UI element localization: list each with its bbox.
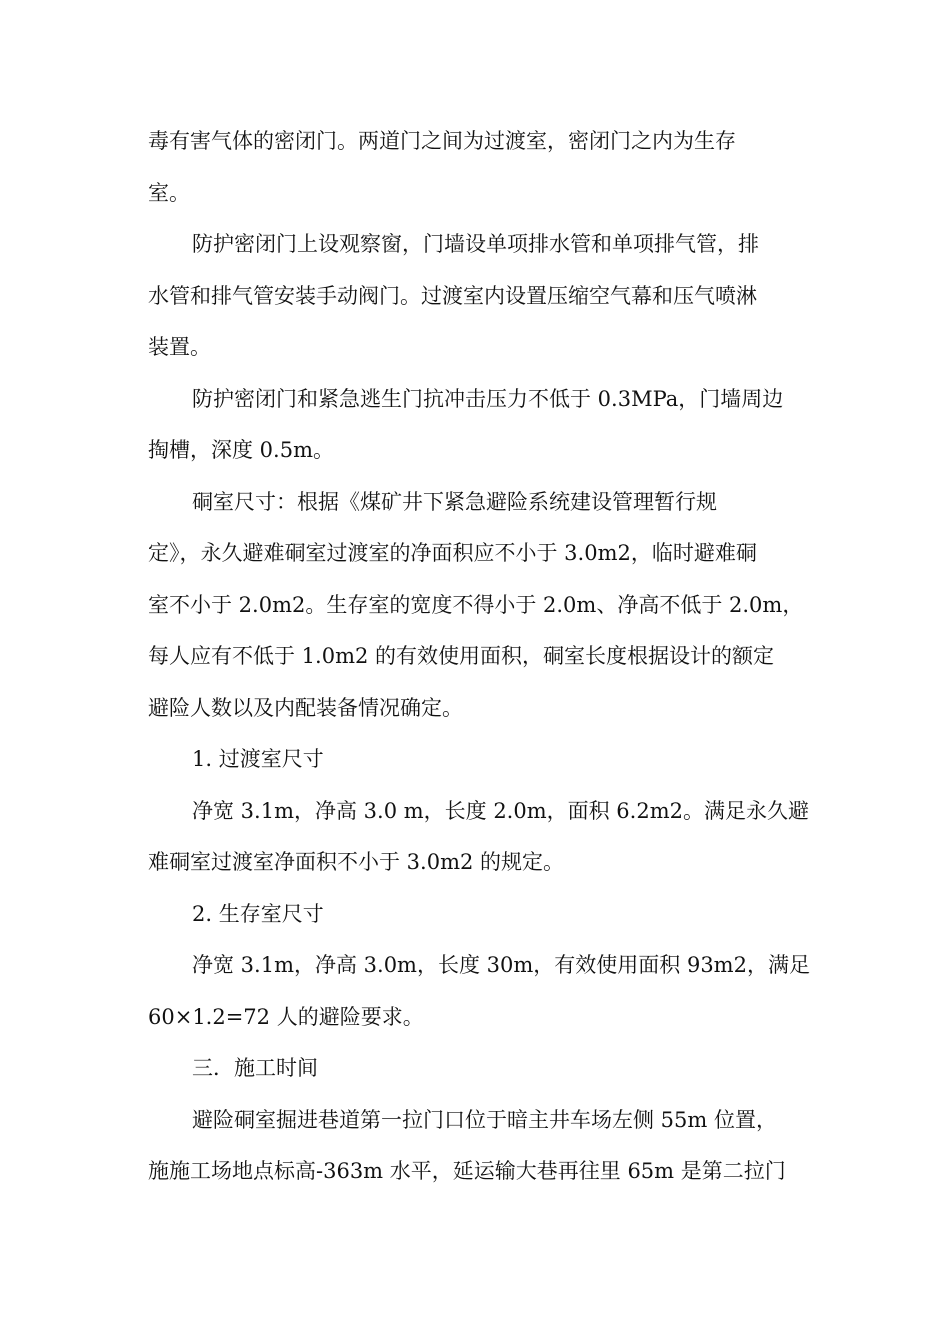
- paragraph-3: [148, 374, 808, 477]
- text-line: 1. 过渡室尺寸: [192, 747, 324, 771]
- text-line: 每人应有不低于 1.0m2 的有效使用面积，硐室长度根据设计的额定: [148, 644, 775, 668]
- text-line: 净宽 3.1m，净高 3.0 m，长度 2.0m，面积 6.2m2。满足永久避: [192, 798, 809, 823]
- text-line: 水管和排气管安装手动阀门。过渡室内设置压缩空气幕和压气喷淋: [148, 283, 757, 308]
- text-line: 装置。: [148, 335, 211, 359]
- text-line: 2. 生存室尺寸: [192, 901, 324, 926]
- text-line: 避险硐室掘进巷道第一拉门口位于暗主井车场左侧 55m 位置，: [192, 1107, 777, 1132]
- document-body: [148, 116, 808, 1198]
- section-heading: [148, 889, 808, 941]
- text-line: 定》，永久避难硐室过渡室的净面积应不小于 3.0m2，临时避难硐: [148, 541, 757, 565]
- section-heading: [148, 734, 808, 786]
- text-line: 防护密闭门和紧急逃生门抗冲击压力不低于 0.3MPa，门墙周边: [192, 386, 784, 411]
- paragraph-1: [148, 116, 808, 219]
- text-line: 防护密闭门上设观察窗，门墙设单项排水管和单项排气管，排: [192, 232, 759, 256]
- text-line: 硐室尺寸：根据《煤矿井下紧急避险系统建设管理暂行规: [192, 489, 717, 514]
- section-heading: [148, 1043, 808, 1095]
- text-line: 三．施工时间: [192, 1056, 318, 1080]
- text-line: 室。: [148, 180, 190, 205]
- text-line: 避险人数以及内配装备情况确定。: [148, 695, 463, 720]
- text-line: 掏槽，深度 0.5m。: [148, 438, 334, 462]
- paragraph-5: [148, 786, 808, 889]
- text-line: 施施工场地点标高-363m 水平，延运输大巷再往里 65m 是第二拉门: [148, 1159, 786, 1183]
- paragraph-4: [148, 477, 808, 735]
- paragraph-7: [148, 1095, 808, 1198]
- paragraph-6: [148, 940, 808, 1043]
- text-line: 难硐室过渡室净面积不小于 3.0m2 的规定。: [148, 850, 565, 874]
- text-line: 60×1.2=72 人的避险要求。: [148, 1004, 424, 1029]
- paragraph-2: [148, 219, 808, 374]
- text-line: 毒有害气体的密闭门。两道门之间为过渡室，密闭门之内为生存: [148, 129, 736, 153]
- text-line: 净宽 3.1m，净高 3.0m，长度 30m，有效使用面积 93m2，满足: [192, 953, 810, 977]
- text-line: 室不小于 2.0m2。生存室的宽度不得小于 2.0m、净高不低于 2.0m，: [148, 592, 804, 617]
